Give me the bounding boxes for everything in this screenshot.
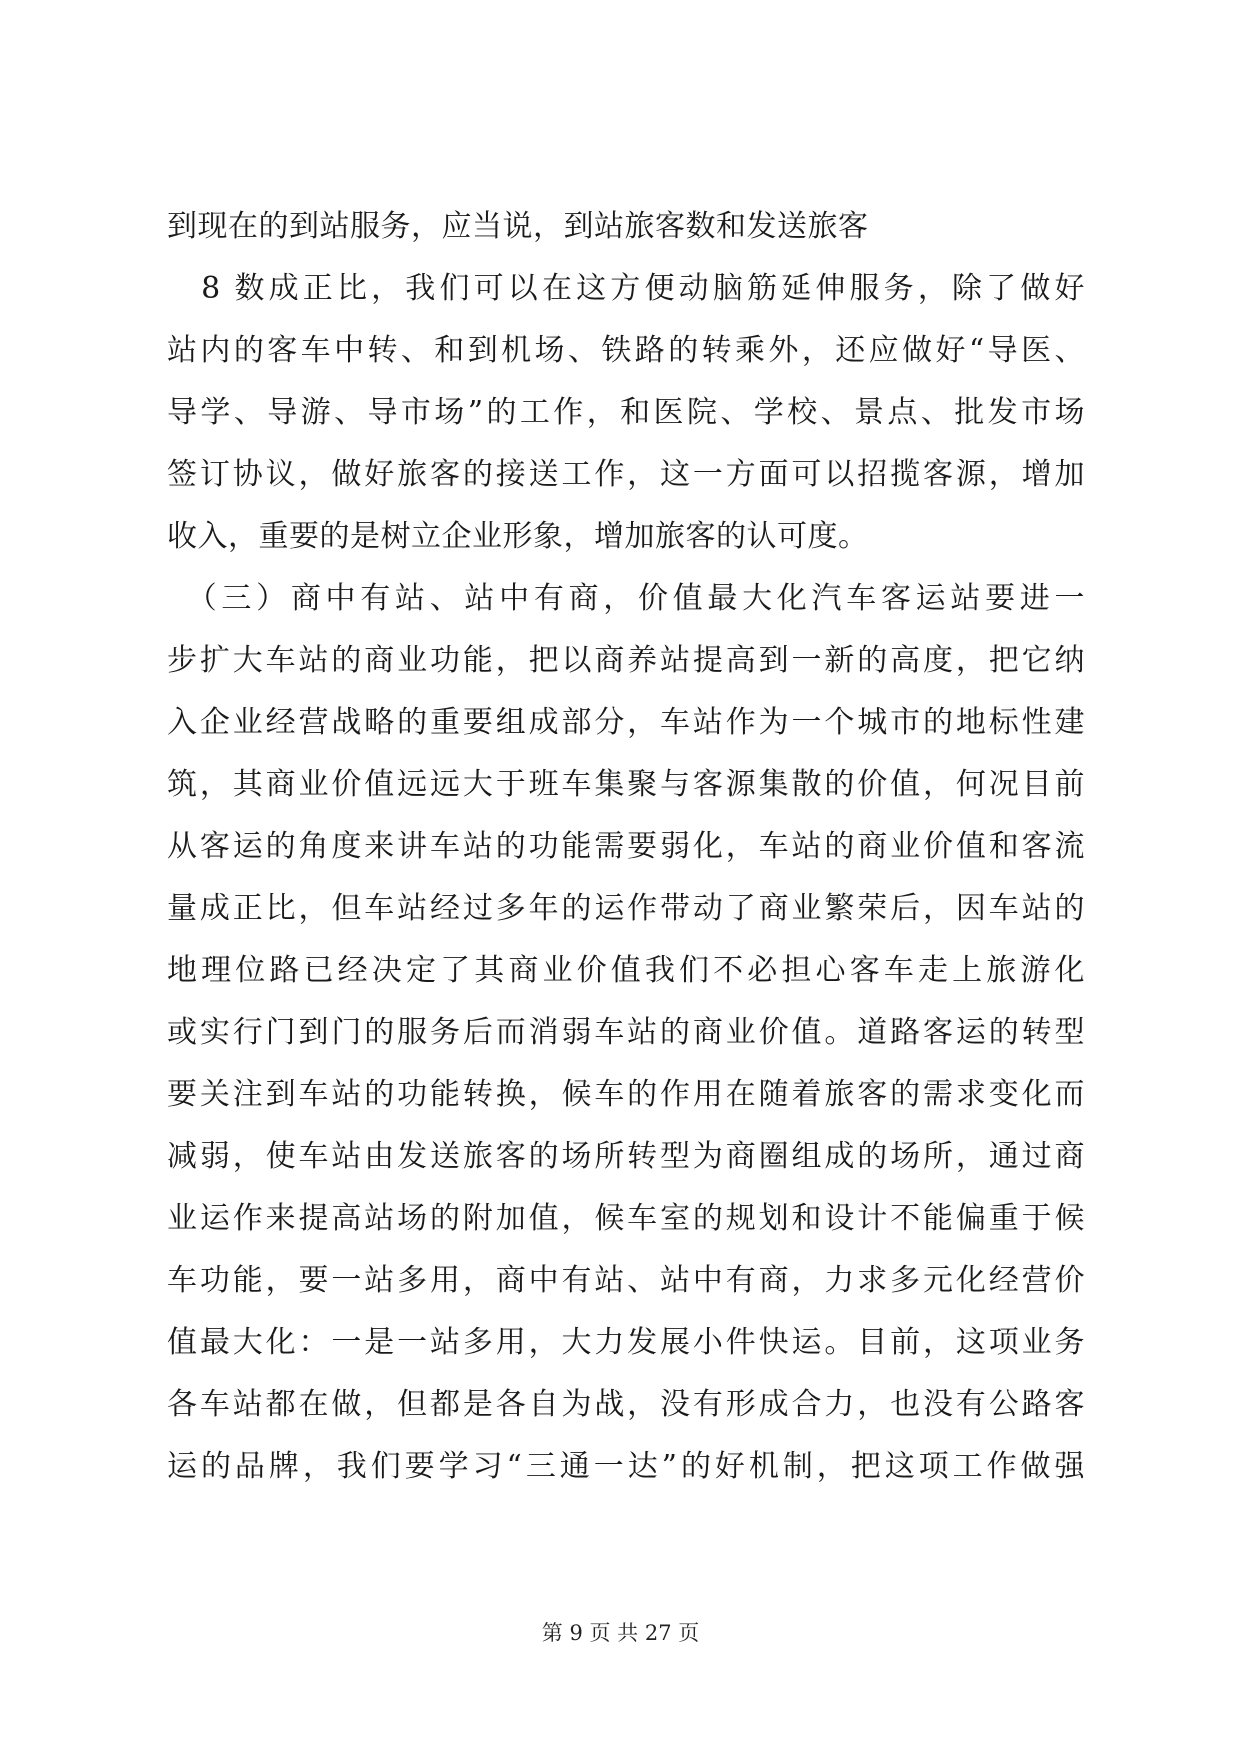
body-text: [167, 196, 1085, 1498]
text-line: 入企业经营战略的重要组成部分，车站作为一个城市的地标性建: [167, 705, 1085, 740]
text-line: 到现在的到站服务，应当说，到站旅客数和发送旅客: [167, 209, 869, 244]
text-line: 收入，重要的是树立企业形象，增加旅客的认可度。: [167, 519, 869, 554]
text-line: 各车站都在做，但都是各自为战，没有形成合力，也没有公路客: [167, 1387, 1085, 1422]
text-line: 减弱，使车站由发送旅客的场所转型为商圈组成的场所，通过商: [167, 1139, 1085, 1174]
text-line: （三）商中有站、站中有商，价值最大化汽车客运站要进一: [167, 581, 1085, 616]
text-line: 或实行门到门的服务后而消弱车站的商业价值。道路客运的转型: [167, 1015, 1085, 1050]
text-line: 步扩大车站的商业功能，把以商养站提高到一新的高度，把它纳: [167, 643, 1085, 678]
text-line: 运的品牌，我们要学习“三通一达”的好机制，把这项工作做强: [167, 1449, 1085, 1484]
text-line: 业运作来提高站场的附加值，候车室的规划和设计不能偏重于候: [167, 1201, 1085, 1236]
text-line: 车功能，要一站多用，商中有站、站中有商，力求多元化经营价: [167, 1263, 1085, 1298]
text-line: 值最大化：一是一站多用，大力发展小件快运。目前，这项业务: [167, 1325, 1085, 1360]
page-number-footer: 第 9 页 共 27 页: [541, 1621, 700, 1645]
text-line: 筑，其商业价值远远大于班车集聚与客源集散的价值，何况目前: [167, 767, 1085, 802]
text-line: 量成正比，但车站经过多年的运作带动了商业繁荣后，因车站的: [167, 891, 1085, 926]
text-line: 站内的客车中转、和到机场、铁路的转乘外，还应做好“导医、: [167, 333, 1085, 368]
text-line: 要关注到车站的功能转换，候车的作用在随着旅客的需求变化而: [167, 1077, 1085, 1112]
text-line: 签订协议，做好旅客的接送工作，这一方面可以招揽客源，增加: [167, 457, 1085, 492]
text-line: 8 数成正比，我们可以在这方便动脑筋延伸服务，除了做好: [167, 271, 1085, 306]
text-line: 导学、导游、导市场”的工作，和医院、学校、景点、批发市场: [167, 395, 1085, 430]
text-line: 从客运的角度来讲车站的功能需要弱化，车站的商业价值和客流: [167, 829, 1085, 864]
text-line: 地理位路已经决定了其商业价值我们不必担心客车走上旅游化: [167, 953, 1085, 988]
